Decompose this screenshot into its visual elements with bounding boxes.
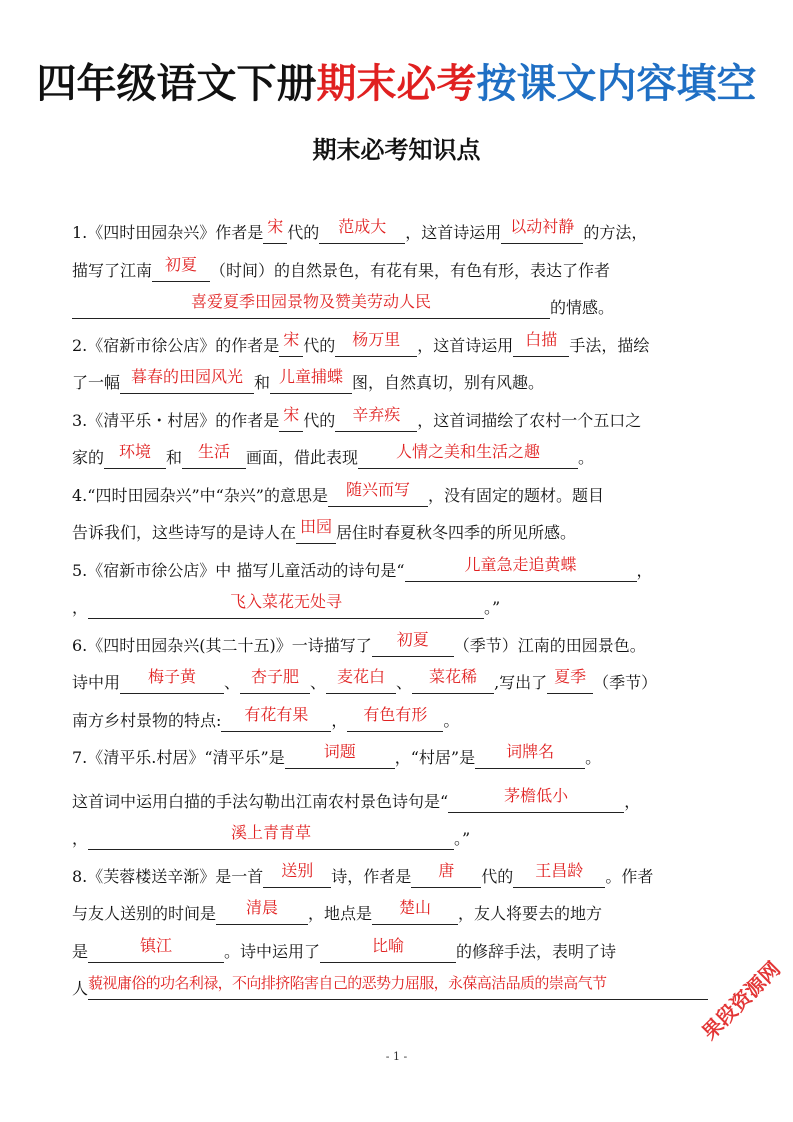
title-part-grade: 四年级语文下册 [36,61,317,107]
question-5-line-1: 5.《宿新市徐公店》中 描写儿童活动的诗句是“ 儿童急走追黄蝶 ， [72,554,653,580]
answer-text: 宋 [283,404,300,424]
blank [270,367,352,394]
blank [120,667,224,694]
blank [88,935,224,963]
blank [88,974,708,1000]
answer-text: 宋 [283,329,300,349]
answer-text: 随兴而写 [345,479,410,499]
question-1-line-2: 描写了江南 初夏 （时间）的自然景色，有花有果，有色有形，表达了作者 [72,254,611,280]
question-7-line-1: 7.《清平乐.村居》“清平乐”是 词题 ，“村居”是 词牌名 。 [72,742,602,767]
blank [328,479,428,507]
answer-text: 白描 [525,329,558,349]
blank [279,404,303,432]
blank [547,667,593,694]
answer-text: 飞入菜花无处寻 [230,592,343,611]
page-subtitle: 期末必考知识点 [312,136,481,164]
answer-text: 以动衬静 [510,217,575,236]
blank [475,742,585,769]
answer-text: 藐视庸俗的功名利禄，不向排挤陷害自己的恶势力屈服，永葆高洁品质的崇高气节 [88,974,607,992]
answer-text: 唐 [438,860,455,880]
answer-text: 清晨 [246,898,279,917]
blank [319,217,405,244]
question-8-line-1: 8.《芙蓉楼送辛渐》是一首 送别 诗，作者是 唐 代的 王昌龄 。作者 [72,860,654,886]
question-3-line-1: 3.《清平乐・村居》的作者是 宋 代的 辛弃疾 ，这首词描绘了农村一个五口之 [72,404,642,430]
question-6-line-2: 诗中用 梅子黄 、 杏子肥 、 麦花白 、 菜花稀 ,写出了 夏季 （季节） [72,667,658,692]
blank [263,860,331,888]
answer-text: 王昌龄 [535,860,584,880]
answer-text: 楚山 [399,898,432,917]
answer-text: 田园 [300,517,333,536]
blank [296,517,336,544]
blank [72,292,550,319]
page-title [0,52,793,109]
question-6-line-3: 南方乡村景物的特点: 有花有果 ， 有色有形 。 [72,704,460,730]
blank [513,329,569,357]
title-part-topic: 按课文内容填空 [476,61,757,107]
watermark: 果段资源网 [697,956,785,1045]
answer-text: 比喻 [372,935,405,955]
answer-text: 喜爱夏季田园景物及赞美劳动人民 [190,292,431,311]
blank [347,704,443,732]
blank [411,860,481,888]
question-7-line-3: ， 溪上青青草 。” [72,823,471,848]
blank [279,329,303,357]
question-1-line-3: 喜爱夏季田园景物及赞美劳动人民 的情感。 [72,289,722,327]
answer-text: 环境 [119,442,152,461]
answer-text: 菜花稀 [429,667,478,686]
question-3-line-2: 家的 环境 和 生活 画面，借此表现 人情之美和生活之趣 。 [72,442,595,467]
blank [285,742,395,769]
answer-text: 生活 [198,442,231,461]
blank [120,367,254,394]
blank [372,898,458,925]
answer-text: 有花有果 [244,704,309,724]
answer-text: 杨万里 [352,329,401,349]
question-2-line-2: 了一幅 暮春的田园风光 和 儿童捕蝶 图，自然真切，别有风趣。 [72,367,545,392]
blank [335,404,417,432]
answer-text: 暮春的田园风光 [131,367,244,386]
answer-text: 有色有形 [363,704,428,724]
blank [240,667,310,694]
answer-text: 初夏 [165,254,198,274]
answer-text: 词牌名 [506,742,555,761]
blank [513,860,605,888]
title-part-exam: 期末必考 [316,61,477,107]
answer-text: 杏子肥 [251,667,300,686]
answer-text: 送别 [281,860,314,880]
blank [221,704,331,732]
question-1-line-1: 1.《四时田园杂兴》作者是 宋 代的 范成大 ，这首诗运用 以动衬静 的方法， [72,217,648,242]
answer-text: 儿童急走追黄蝶 [464,554,577,574]
blank [88,592,484,619]
blank [501,217,583,244]
answer-text: 溪上青青草 [231,823,312,842]
answer-text: 范成大 [338,217,387,236]
answer-text: 麦花白 [337,667,386,686]
blank [104,442,166,469]
answer-text: 人情之美和生活之趣 [396,442,541,461]
answer-text: 镇江 [140,935,173,955]
question-4-line-2: 告诉我们，这些诗写的是诗人在 田园 居住时春夏秋冬四季的所见所感。 [72,517,577,542]
blank [405,554,637,582]
question-6-line-1: 6.《四时田园杂兴(其二十五)》一诗描写了 初夏 （季节）江南的田园景色。 [72,629,646,655]
blank [335,329,417,357]
answer-text: 初夏 [396,629,429,649]
blank [412,667,494,694]
answer-text: 梅子黄 [148,667,197,686]
blank [152,254,210,282]
answer-text: 儿童捕蝶 [279,367,344,386]
blank [372,629,454,657]
question-5-line-2: ， 飞入菜花无处寻 。” [72,592,501,617]
question-list [72,214,722,1008]
blank [263,217,287,244]
answer-text: 辛弃疾 [352,404,401,424]
blank [358,442,578,469]
blank [88,823,454,850]
question-8-line-2: 与友人送别的时间是 清晨 ，地点是 楚山 ，友人将要去的地方 [72,898,603,923]
question-8-line-4: 人藐视庸俗的功名利禄，不向排挤陷害自己的恶势力屈服，永葆高洁品质的崇高气节 [72,970,722,1008]
blank [216,898,308,925]
answer-text: 宋 [267,217,284,236]
blank [448,785,624,813]
question-8-line-3: 是 镇江 。诗中运用了 比喻 的修辞手法，表明了诗 [72,935,617,961]
answer-text: 词题 [323,742,356,761]
question-4-line-1: 4.“四时田园杂兴”中“杂兴”的意思是 随兴而写 ，没有固定的题材。题目 [72,479,605,505]
answer-text: 夏季 [554,667,587,686]
blank [326,667,396,694]
blank [320,935,456,963]
blank [182,442,246,469]
answer-text: 茅檐低小 [504,785,569,805]
page-number: - 1 - [385,1050,408,1063]
question-2-line-1: 2.《宿新市徐公店》的作者是 宋 代的 杨万里 ，这首诗运用 白描 手法，描绘 [72,329,650,355]
question-7-line-2: 这首词中运用白描的手法勾勒出江南农村景色诗句是“ 茅檐低小 ， [72,785,641,811]
